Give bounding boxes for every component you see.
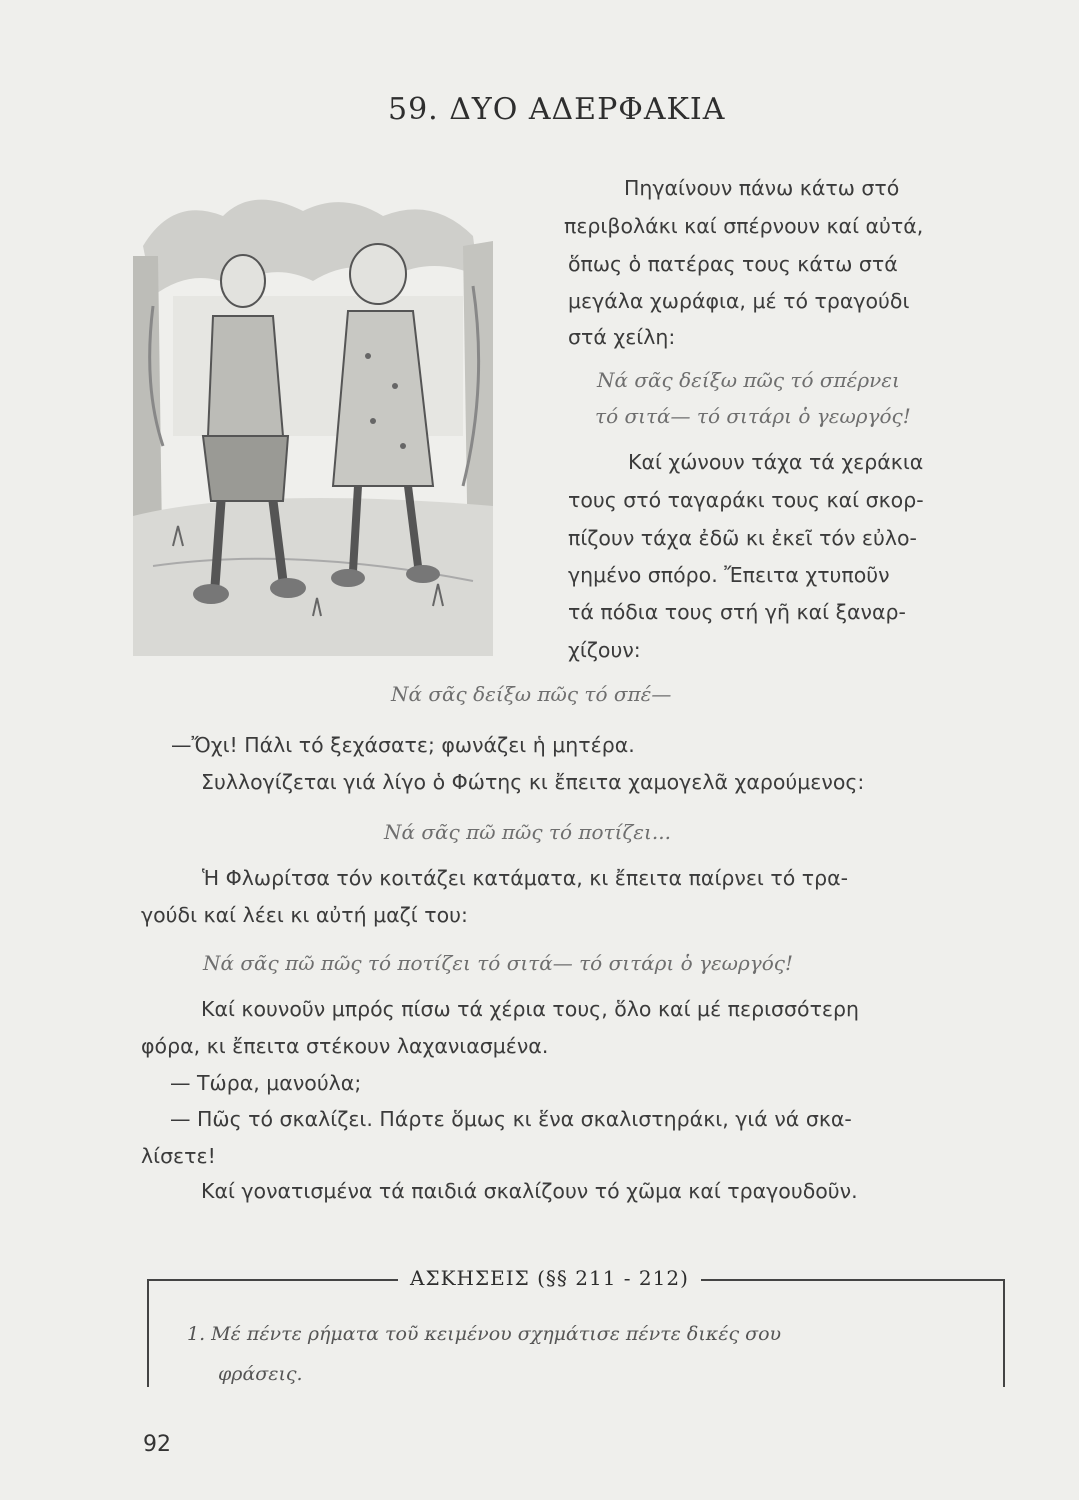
side-text-line: τά πόδια τους στή γῆ καί ξαναρ- [568, 600, 906, 624]
exercise-line: 1. Μέ πέντε ρήματα τοῦ κειμένου σχημάτισε πέντε δικές σου [187, 1323, 782, 1345]
verse-line: Νά σᾶς πῶ πῶς τό ποτίζει τό σιτά— τό σιτάρι ὁ γεωργός! [203, 951, 793, 975]
body-text-line: Καί γονατισμένα τά παιδιά σκαλίζουν τό χῶμα καί τραγουδοῦν. [201, 1179, 858, 1203]
side-text-line: στά χείλη: [568, 325, 676, 349]
body-text-line: — Τώρα, μανούλα; [170, 1071, 362, 1095]
body-text-line: Καί κουνοῦν μπρός πίσω τά χέρια τους, ὅλο καί μέ περισσότερη [201, 997, 859, 1021]
page-number: 92 [143, 1432, 171, 1457]
verse-line: Νά σᾶς πῶ πῶς τό ποτίζει... [384, 820, 671, 844]
body-text-line: — Πῶς τό σκαλίζει. Πάρτε ὅμως κι ἕνα σκαλιστηράκι, γιά νά σκα- [170, 1107, 852, 1131]
side-text-line: μεγάλα χωράφια, μέ τό τραγούδι [568, 289, 910, 313]
body-text-line: γούδι καί λέει κι αὐτή μαζί του: [141, 903, 468, 927]
body-text-line: Ἡ Φλωρίτσα τόν κοιτάζει κατάματα, κι ἔπειτα παίρνει τό τρα- [202, 866, 849, 890]
side-text-line: χίζουν: [568, 638, 641, 662]
side-text-line: Καί χώνουν τάχα τά χεράκια [628, 450, 924, 474]
side-text-line: ὅπως ὁ πατέρας τους κάτω στά [568, 252, 898, 276]
verse-line: Νά σᾶς δείξω πῶς τό σπέρνει [597, 368, 900, 392]
verse-line: τό σιτά— τό σιτάρι ὁ γεωργός! [595, 404, 911, 428]
exercise-line: φράσεις. [218, 1363, 303, 1385]
side-text-line: περιβολάκι καί σπέρνουν καί αὐτά, [564, 214, 924, 238]
side-text-line: πίζουν τάχα ἐδῶ κι ἐκεῖ τόν εὐλο- [568, 526, 917, 550]
side-text-line: Πηγαίνουν πάνω κάτω στό [624, 176, 900, 200]
verse-line: Νά σᾶς δείξω πῶς τό σπέ— [391, 682, 672, 706]
chapter-title: 59. ΔΥΟ ΑΔΕΡΦΑΚΙΑ [388, 92, 726, 127]
body-text-line: —Ὄχι! Πάλι τό ξεχάσατε; φωνάζει ἡ μητέρα. [171, 733, 635, 757]
exercises-title: ΑΣΚΗΣΕΙΣ (§§ 211 - 212) [398, 1266, 701, 1290]
body-text-line: φόρα, κι ἔπειτα στέκουν λαχανιασμένα. [141, 1034, 549, 1058]
two-children-in-garden-illustration [133, 186, 493, 656]
side-text-line: γημένο σπόρο. Ἔπειτα χτυποῦν [568, 563, 890, 587]
body-text-line: Συλλογίζεται γιά λίγο ὁ Φώτης κι ἔπειτα χαμογελᾶ χαρούμενος: [201, 770, 865, 794]
side-text-line: τους στό ταγαράκι τους καί σκορ- [568, 488, 924, 512]
body-text-line: λίσετε! [141, 1144, 216, 1168]
